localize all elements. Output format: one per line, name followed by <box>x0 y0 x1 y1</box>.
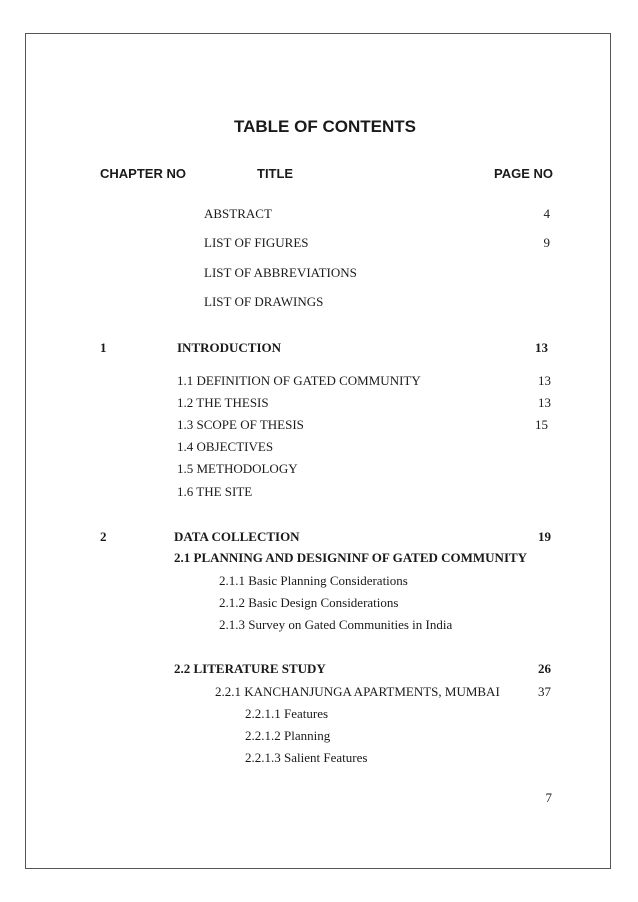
toc-entry-2-1-1: 2.1.1 Basic Planning Considerations <box>219 573 408 588</box>
chapter-1-number: 1 <box>100 340 107 355</box>
toc-page-1-3: 15 <box>535 417 548 432</box>
page-border <box>25 33 611 869</box>
chapter-2-page: 19 <box>538 529 551 544</box>
chapter-1-title: INTRODUCTION <box>177 340 282 355</box>
toc-entry-2-2: 2.2 LITERATURE STUDY <box>174 661 326 676</box>
toc-entry-2-2-1-2: 2.2.1.2 Planning <box>245 728 331 743</box>
toc-entry-1-2: 1.2 THE THESIS <box>177 395 269 410</box>
toc-page-abstract: 4 <box>543 206 550 221</box>
header-page-no: PAGE NO <box>494 166 553 181</box>
header-title: TITLE <box>257 166 294 181</box>
toc-entry-2-1-2: 2.1.2 Basic Design Considerations <box>219 595 399 610</box>
toc-entry-list-of-abbreviations: LIST OF ABBREVIATIONS <box>204 265 357 280</box>
toc-page-list-of-figures: 9 <box>543 235 550 250</box>
header-chapter-no: CHAPTER NO <box>100 166 186 181</box>
toc-entry-abstract: ABSTRACT <box>204 206 272 221</box>
toc-title: TABLE OF CONTENTS <box>234 117 416 136</box>
toc-page-1-1: 13 <box>538 373 551 388</box>
toc-entry-1-1: 1.1 DEFINITION OF GATED COMMUNITY <box>177 373 421 388</box>
toc-entry-2-1-3: 2.1.3 Survey on Gated Communities in India <box>219 617 453 632</box>
toc-page-1-2: 13 <box>538 395 551 410</box>
toc-entry-list-of-drawings: LIST OF DRAWINGS <box>204 294 324 309</box>
toc-entry-1-3: 1.3 SCOPE OF THESIS <box>177 417 304 432</box>
toc-page-2-2-1: 37 <box>538 684 551 699</box>
toc-entry-2-1: 2.1 PLANNING AND DESIGNINF OF GATED COMMUNITY <box>174 550 528 565</box>
toc-entry-1-6: 1.6 THE SITE <box>177 484 253 499</box>
toc-entry-list-of-figures: LIST OF FIGURES <box>204 235 309 250</box>
toc-entry-2-2-1-3: 2.2.1.3 Salient Features <box>245 750 368 765</box>
chapter-2-number: 2 <box>100 529 107 544</box>
toc-entry-1-5: 1.5 METHODOLOGY <box>177 461 298 476</box>
toc-page-2-2: 26 <box>538 661 551 676</box>
toc-entry-2-2-1: 2.2.1 KANCHANJUNGA APARTMENTS, MUMBAI <box>215 684 500 699</box>
chapter-1-page: 13 <box>535 340 548 355</box>
chapter-2-title: DATA COLLECTION <box>174 529 300 544</box>
toc-entry-2-2-1-1: 2.2.1.1 Features <box>245 706 329 721</box>
page-number: 7 <box>545 790 552 805</box>
toc-entry-1-4: 1.4 OBJECTIVES <box>177 439 274 454</box>
